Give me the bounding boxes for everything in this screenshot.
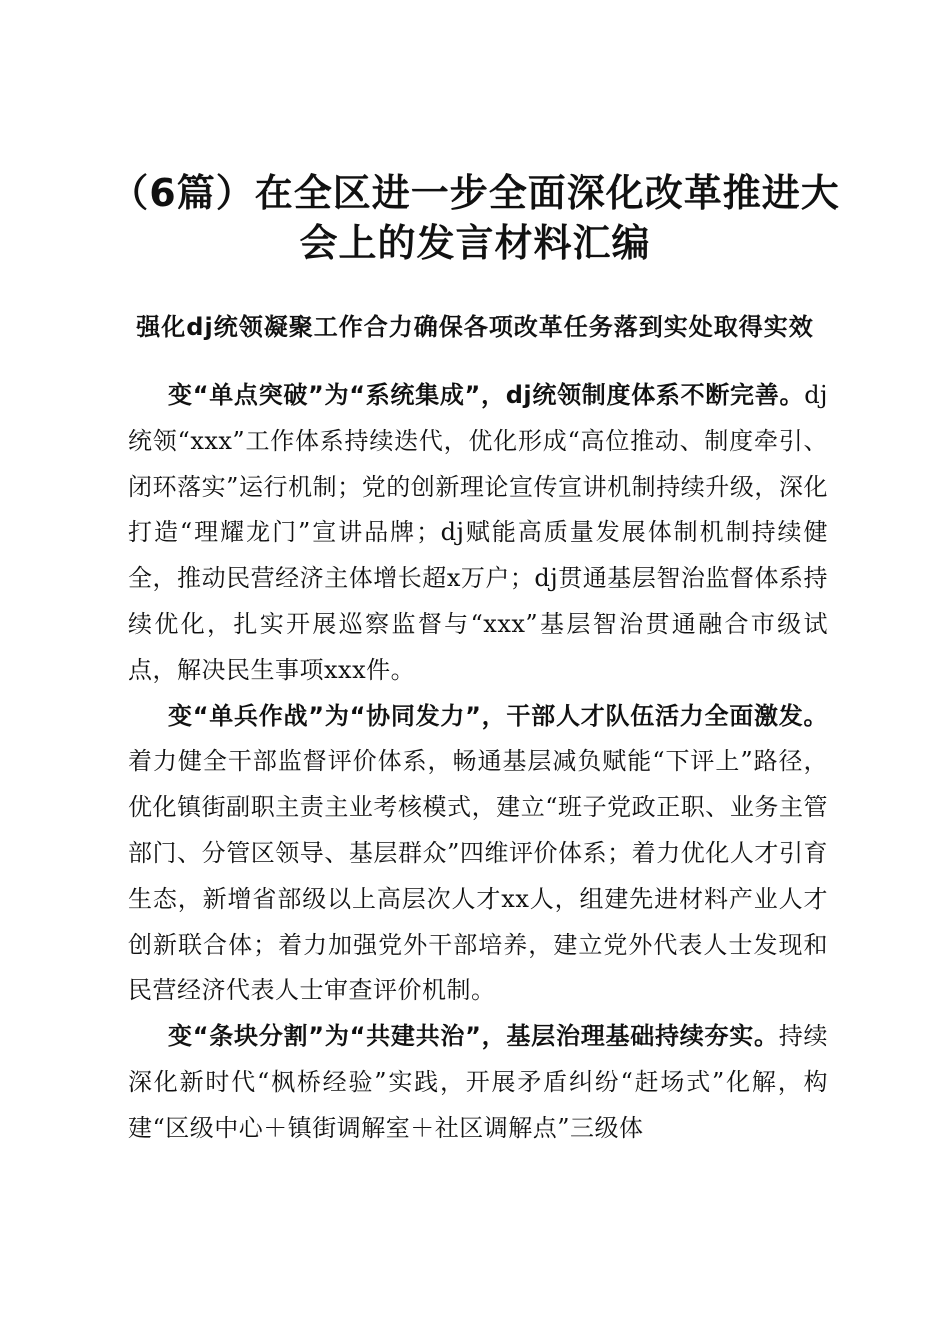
document-subtitle: 强化dj统领凝聚工作合力确保各项改革任务落到实处取得实效 [136,313,814,341]
paragraph [128,694,828,1015]
paragraph-text: 持续深化新时代“枫桥经验”实践，开展矛盾纠纷“赶场式”化解，构建“区级中心＋镇街调解室＋社区调解点”三级体 [128,1022,829,1142]
paragraph-lead: 变“单兵作战”为“协同发力”，干部人才队伍活力全面激发。 [168,701,828,730]
paragraph-lead: 变“条块分割”为“共建共治”，基层治理基础持续夯实。 [168,1022,779,1051]
paragraph [128,1014,828,1151]
document-title: （6篇）在全区进一步全面深化改革推进大会上的发言材料汇编 [110,171,840,265]
paragraph [128,373,828,694]
paragraph-text: dj统领“xxx”工作体系持续迭代，优化形成“高位推动、制度牵引、闭环落实”运行机制；党的创新理论宣传宣讲机制持续升级，深化打造“理耀龙门”宣讲品牌；dj赋能高质量发展体制机制持续健全，推动民营经济主体增长超x万户；dj贯通基层智治监督体系持续优化，扎实开展巡察监督与“xxx”基层智治贯通融合市级试点，解决民生事项xxx件。 [128,381,828,684]
paragraph-lead: 变“单点突破”为“系统集成”，dj统领制度体系不断完善。 [168,381,805,409]
document-body [128,373,828,1152]
paragraph-text: 着力健全干部监督评价体系，畅通基层减负赋能“下评上”路径，优化镇街副职主责主业考核模式，建立“班子党政正职、业务主管部门、分管区领导、基层群众”四维评价体系；着力优化人才引育生态，新增省部级以上高层次人才xx人，组建先进材料产业人才创新联合体；着力加强党外干部培养，建立党外代表人士发现和民营经济代表人士审查评价机制。 [128,747,828,1005]
